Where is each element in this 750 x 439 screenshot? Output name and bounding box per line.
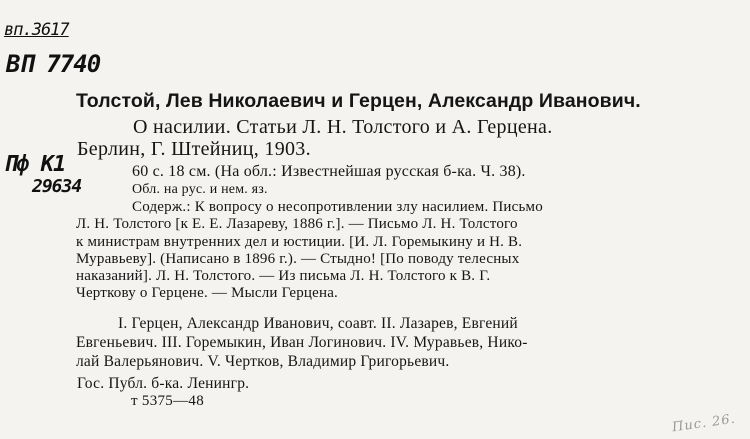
faded-stamp: Пис. 26. bbox=[671, 411, 737, 436]
added-entry-line: лай Валерьянович. V. Чертков, Владимир Григорьевич. bbox=[76, 352, 450, 370]
contents-line: к министрам внутренних дел и юстиции. [И. Л. Горемыкину и Н. В. bbox=[76, 233, 523, 250]
shelf-number: т 5375—48 bbox=[131, 393, 205, 409]
author-heading: Толстой, Лев Николаевич и Герцен, Александр Иванович. bbox=[76, 90, 641, 112]
contents-line: Л. Н. Толстого [к Е. Е. Лазареву, 1886 г.]. — Письмо Л. Н. Толстого bbox=[76, 216, 518, 233]
added-entry-line: Евгеньевич. III. Горемыкин, Иван Логинович. IV. Муравьев, Нико- bbox=[76, 333, 528, 351]
library-name: Гос. Публ. б-ка. Ленингр. bbox=[77, 375, 250, 392]
contents-line: Содерж.: К вопросу о несопротивлении злу насилием. Письмо bbox=[132, 199, 543, 215]
language-note: Обл. на рус. и нем. яз. bbox=[132, 182, 268, 197]
contents-line: Муравьеву]. (Написано в 1896 г.). — Стыдно! [По поводу телесных bbox=[76, 250, 520, 267]
imprint: Берлин, Г. Штейниц, 1903. bbox=[77, 138, 311, 160]
contents-line: Черткову о Герцене. — Мысли Герцена. bbox=[76, 285, 339, 302]
handwritten-code: ВП 7740 bbox=[6, 50, 101, 78]
handwritten-accession-number: вп.3617 bbox=[4, 20, 69, 40]
contents-line: наказаний]. Л. Н. Толстого. — Из письма Л. Н. Толстого к В. Г. bbox=[76, 268, 491, 285]
added-entry-line: I. Герцен, Александр Иванович, соавт. II. Лазарев, Евгений bbox=[118, 315, 518, 332]
handwritten-shelf-mark-top: Пф К1 bbox=[4, 152, 66, 177]
physical-description: 60 с. 18 см. (На обл.: Известнейшая русская б-ка. Ч. 38). bbox=[132, 163, 526, 180]
added-entries bbox=[76, 315, 681, 371]
contents-note bbox=[76, 199, 691, 303]
title-statement: О насилии. Статьи Л. Н. Толстого и А. Герцена. bbox=[133, 116, 553, 138]
handwritten-shelf-mark-bottom: 29634 bbox=[32, 176, 82, 197]
